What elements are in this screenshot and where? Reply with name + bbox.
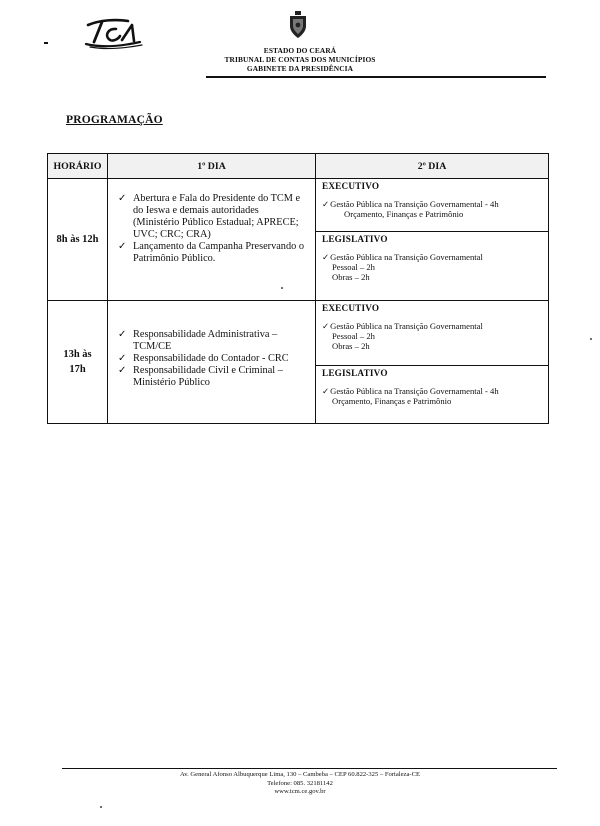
list-item: ✓ Responsabilidade do Contador - CRC bbox=[118, 353, 289, 364]
topic-text: Gestão Pública na Transição Governamental bbox=[330, 321, 483, 331]
checkmark-icon: ✓ bbox=[322, 199, 330, 209]
footer bbox=[120, 771, 480, 797]
letterhead bbox=[150, 46, 450, 73]
checkmark-icon: ✓ bbox=[322, 252, 330, 262]
horario-cell bbox=[48, 301, 108, 424]
state-crest-icon bbox=[286, 10, 310, 40]
day2-legislativo bbox=[316, 231, 548, 286]
table-row bbox=[48, 301, 549, 424]
topic-text: Gestão Pública na Transição Governamental bbox=[330, 252, 483, 262]
footer-divider bbox=[62, 768, 557, 769]
header-state: ESTADO DO CEARÁ bbox=[263, 46, 337, 55]
list-item: ✓ Abertura e Fala do Presidente do TCM e do Ieswa e demais autoridades (Ministério Público Estadual; APRECE; UVC; CRC; CRA) bbox=[118, 193, 301, 240]
footer-phone: Telefone: 085. 32181142 bbox=[267, 779, 333, 787]
day1-cell bbox=[108, 179, 316, 301]
horario-label: 13h às 17h bbox=[63, 349, 92, 375]
tcm-logo bbox=[82, 16, 144, 50]
header-gabinete: GABINETE DA PRESIDÊNCIA bbox=[246, 64, 354, 73]
sub-title: EXECUTIVO bbox=[322, 303, 380, 313]
list-item: ✓ Lançamento da Campanha Preservando o Patrimônio Público. bbox=[118, 241, 304, 264]
sub-title: LEGISLATIVO bbox=[322, 234, 388, 244]
day2-executivo bbox=[316, 301, 548, 365]
horario-label: 8h às 12h bbox=[56, 234, 99, 245]
checkmark-icon: ✓ bbox=[118, 329, 127, 340]
topic-detail: Orçamento, Finanças e Patrimônio bbox=[332, 396, 452, 406]
sub-title: EXECUTIVO bbox=[322, 181, 380, 191]
topic-detail: Obras – 2h bbox=[332, 272, 370, 282]
day2-legislativo bbox=[316, 365, 548, 410]
topic-text: Gestão Pública na Transição Governamental - 4h bbox=[330, 386, 499, 396]
checkmark-icon: ✓ bbox=[118, 241, 127, 252]
checkmark-icon: ✓ bbox=[322, 386, 330, 396]
list-item: ✓ Responsabilidade Civil e Criminal – Ministério Público bbox=[118, 365, 283, 388]
footer-site: www.tcm.ce.gov.br bbox=[274, 788, 326, 796]
topic-text: Gestão Pública na Transição Governamental - 4h bbox=[330, 199, 499, 209]
topic-detail: Orçamento, Finanças e Patrimônio bbox=[344, 209, 464, 219]
list-item: ✓ Responsabilidade Administrativa – TCM/CE bbox=[118, 329, 278, 352]
section-title: PROGRAMAÇÃO bbox=[66, 114, 163, 126]
checkmark-icon: ✓ bbox=[118, 193, 127, 204]
header-day2: 2º DIA bbox=[316, 154, 549, 179]
header-day1: 1º DIA bbox=[108, 154, 316, 179]
day2-cell bbox=[316, 179, 549, 301]
horario-cell bbox=[48, 179, 108, 301]
checkmark-icon: ✓ bbox=[118, 353, 127, 364]
schedule-table bbox=[47, 153, 549, 424]
sub-title: LEGISLATIVO bbox=[322, 368, 388, 378]
day1-cell bbox=[108, 301, 316, 424]
scan-speck bbox=[281, 287, 283, 289]
scan-speck bbox=[100, 806, 102, 808]
checkmark-icon: ✓ bbox=[118, 365, 127, 376]
header-divider bbox=[206, 76, 546, 78]
scan-speck bbox=[590, 338, 592, 340]
table-row bbox=[48, 179, 549, 301]
day1-list bbox=[118, 329, 305, 389]
checkmark-icon: ✓ bbox=[322, 321, 330, 331]
footer-address: Av. General Afonso Albuquerque Lima, 130 – Cambeba – CEP 60.822-325 – Fortaleza-CE bbox=[179, 771, 420, 778]
day2-executivo bbox=[316, 179, 548, 231]
day2-cell bbox=[316, 301, 549, 424]
topic-detail: Pessoal – 2h bbox=[332, 262, 375, 272]
topic-detail: Obras – 2h bbox=[332, 341, 370, 351]
header-tribunal: TRIBUNAL DE CONTAS DOS MUNICÍPIOS bbox=[224, 55, 376, 64]
scan-mark bbox=[44, 42, 48, 44]
topic-detail: Pessoal – 2h bbox=[332, 331, 375, 341]
table-header-row bbox=[48, 154, 549, 179]
header-horario: HORÁRIO bbox=[48, 154, 108, 179]
day1-list bbox=[118, 193, 305, 265]
